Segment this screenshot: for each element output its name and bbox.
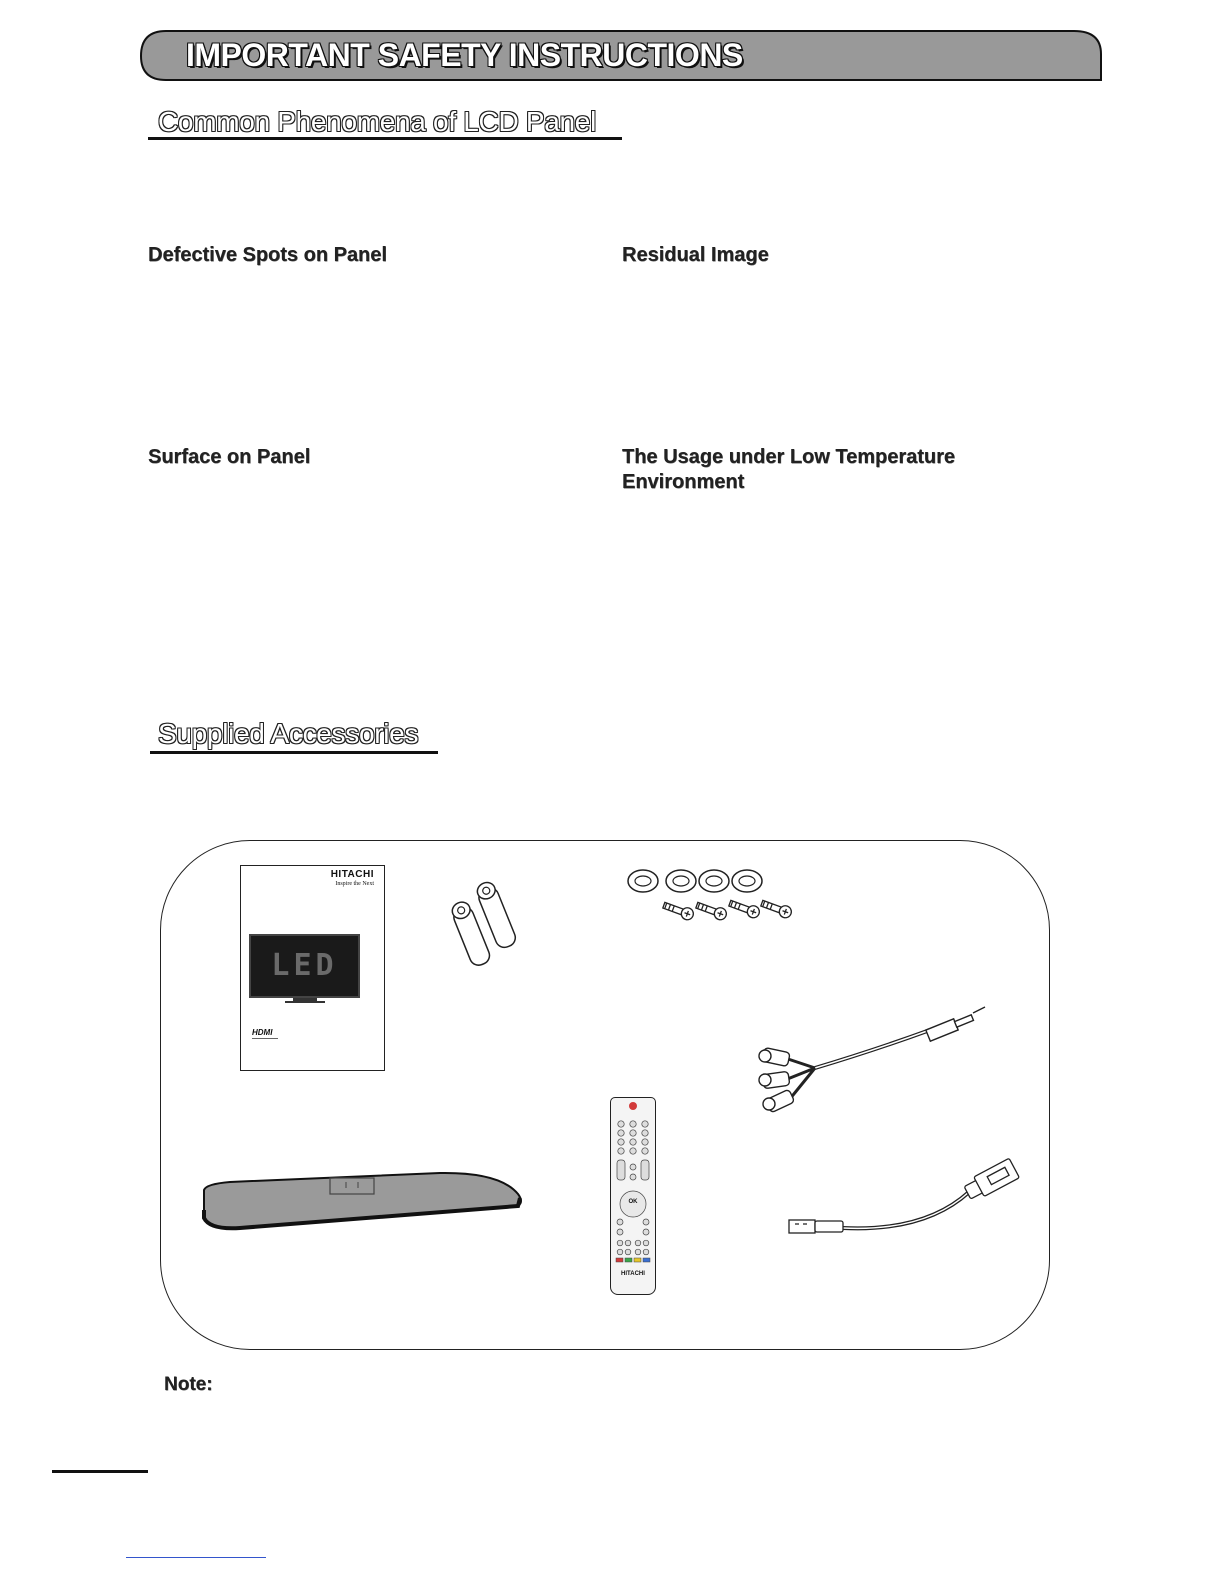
- remote-color-keys: [616, 1258, 650, 1262]
- footer-rule: [52, 1470, 148, 1473]
- remote-keypad: [613, 1112, 653, 1282]
- remote-power-button: [629, 1102, 637, 1110]
- manual-brand: HITACHI: [330, 869, 374, 880]
- stand-base-illustration: [200, 1170, 530, 1235]
- topic-surface-panel: Surface on Panel: [148, 446, 311, 468]
- page-title: IMPORTANT SAFETY INSTRUCTIONS: [186, 37, 743, 73]
- usb-male-plug: [789, 1220, 843, 1233]
- lcd-section-heading: Common Phenomena of LCD Panel: [158, 106, 596, 137]
- manual-tv-screen: [249, 934, 360, 998]
- manual-hdmi-underline: [252, 1038, 278, 1039]
- usb-cable-illustration: [785, 1160, 1025, 1240]
- accessories-section-heading: Supplied Accessories: [158, 718, 419, 749]
- remote-ok-label: OK: [628, 1199, 638, 1205]
- accessories-heading-underline: [150, 751, 438, 754]
- topic-residual-image: Residual Image: [622, 244, 769, 266]
- note-label: Note:: [164, 1374, 213, 1395]
- screws: [662, 898, 793, 922]
- topic-defective-spots: Defective Spots on Panel: [148, 244, 387, 266]
- topic-low-temperature: The Usage under Low Temperature Environment: [622, 446, 956, 493]
- remote-control-illustration: [610, 1097, 656, 1295]
- user-manual-illustration: [240, 865, 385, 1071]
- manual-hdmi-logo: HDMI: [252, 1028, 273, 1037]
- washers: [628, 870, 762, 892]
- manual-tv-base: [285, 1001, 325, 1003]
- remote-brand: HITACHI: [621, 1271, 645, 1277]
- lcd-heading-underline: [148, 137, 622, 140]
- manual-screen-text: LED: [271, 948, 338, 983]
- footer-link-underline[interactable]: [126, 1557, 266, 1558]
- usb-female-socket: [962, 1158, 1019, 1202]
- washers-screws-illustration: [625, 866, 810, 938]
- rca-connectors: [759, 1047, 815, 1112]
- batteries-illustration: [450, 880, 520, 970]
- av-jack-plug: [926, 1007, 985, 1041]
- av-cable-illustration: [755, 1000, 990, 1120]
- manual-tagline: Inspire the Next: [335, 881, 374, 887]
